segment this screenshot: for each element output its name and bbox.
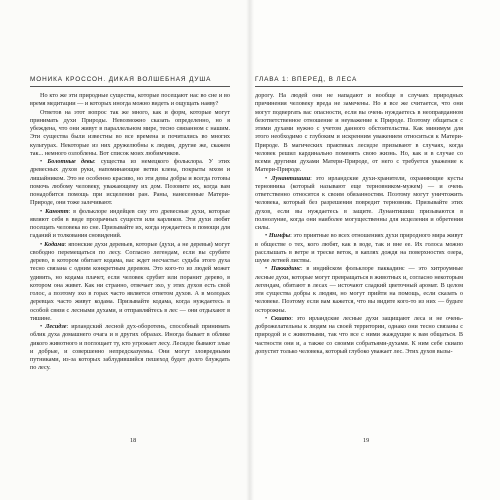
paragraph-text: : японские духи деревьев, которые (духи, а не деревья) могут свободно перемещаться по лесу. Согласно легендам, если вы срубите дерево, в котором обитает кодама, вас ждет несчастье: судьба этого духа тесно связана с одним конкретным деревом. Это кого-то из людей может удивить, но кодама плачет, если человек срубит или поранит дерево, в котором она живет. Как ни странно, отвечает эхо, у этих духов есть свой голос, а поэтому эхо в горах часто является ответом духов. А в молодых деревцах часто живут кодама. Призывайте кодама, когда нуждаетесь в особой связи с лесными духами, и отправляйтесь в лес — они отдыхают в тишине. <box>30 240 230 322</box>
left-running-header: МОНИКА КРОССОН. ДИКАЯ ВОЛШЕБНАЯ ДУША <box>30 76 212 83</box>
bullet-marker: • <box>40 323 46 330</box>
glossary-term: Болотные девы <box>47 158 94 165</box>
glossary-term: Лунантишиш <box>271 174 311 182</box>
bullet-marker: • <box>40 207 46 215</box>
glossary-term: Скиапо <box>270 314 292 322</box>
paragraph-text: : существа из немецкого фольклора. У этих древесных духов руки, напоминающие ветви клена, покрыты мхом и лишайником. Это не особенно красиво, но эти девы добры и всегда готовы помочь любому человеку, уважающему их дом. Позовите их, когда вам понадобится помощь при исцелении ран. Раны, нанесенные Матери-Природе, они тоже залечивают. <box>30 158 230 207</box>
bullet-marker: • <box>40 158 48 165</box>
right-page-number: 19 <box>363 437 370 444</box>
paragraph-text: : это приятные во всех отношениях духи природного мира живут в обществе о тех, кого любят, как в воде, так и вне ее. Их голоса можно расслышать в ветре и треске веток, в каплях дождя на поверхностях озера, шуме летней листвы. <box>255 232 463 264</box>
bullet-marker: • <box>265 174 272 182</box>
body-paragraph <box>30 92 230 109</box>
glossary-term: Паккадинс <box>271 265 301 273</box>
bullet-marker: • <box>265 232 269 240</box>
left-page-number: 18 <box>130 437 137 444</box>
left-body-text <box>30 92 230 373</box>
paragraph-text: дорогу. На людей они не нападают и вообще в случаях природных причинения человеку вреда не замечены. Но я все же считается, что они могут подвергать вас опасности, если вы очень нуждаетесь в неоправданном безответственное отношение и неуважение к Природе. Поэтому общаться с этими духами нужно с учетом данного обстоятельства. Как минимум для этого необходимо с глубоким и искренним уважением относиться к Матери-Природе. В магических практиках лесидзе призывают в случаях, когда человек решил кардинально поменять свою жизнь. Но, как и в случае со всеми другими духами Матери-Природе, от него с требуется уважение к Матери-Природе. <box>255 92 463 174</box>
book-gutter-shadow <box>246 0 254 500</box>
body-paragraph <box>255 92 463 175</box>
paragraph-text: : это ирландские лесные духи защищают леса и не очень-доброжелательны к людям на своей территории, однако они тесно связаны с природой и с животными, так что все с ними жаждущие к вам общаться. В частности они и, а также со своими собратьями-духами. К ним себе скиапо допустят только человека, который глубоко уважает лес. Этих духов вызы- <box>255 314 464 355</box>
glossary-term: Канотт <box>45 207 69 215</box>
paragraph-text: : ирландский лесной дух-оборотень, способный принимать облик духа домашнего очага и в других образах. Иногда бывает в облике дикого животного и поглощает ту, кто угрожает лесу. Лесидзе бывают злые и добрые, и совершенно непредсказуемы. Они могут зловредными путниками, из-за которых заблудившийся пешеход будет долго блуждать по лесу. <box>30 323 231 372</box>
right-body-text <box>255 92 463 356</box>
glossary-term: Нимфы <box>268 232 291 240</box>
glossary-term: Лесидзе <box>45 323 67 330</box>
body-paragraph <box>255 315 463 356</box>
paragraph-text: : это ирландские духи-хранители, охраняющие кусты терновника (который называют еще терновником-мужем) — и очень ответственно относятся к своим обязанностям. Поэтому могут уничтожить человека, который без разрешения повредит терновник. Призывайте этих духов, если вы нуждаетесь в защите. Лунантишиш призываются в полнолуние, когда они наиболее могущественны для исцеления и обретения силы. <box>255 174 463 231</box>
paragraph-text: Но кто же эти природные существа, которые посещают нас во сне и во время медитации — и которых иногда можно видеть и ощущать наяву? <box>30 92 230 108</box>
body-paragraph <box>255 232 463 265</box>
body-paragraph <box>30 158 230 208</box>
paragraph-text: Ответов на этот вопрос так же много, как и форм, которые могут принимать духи Природы. Невозможно сказать определенно, но я убеждена, что они живут в параллельном мире, тесно связанном с нашим. Эти существа были известны во все времена и почитались во многих культурах. Некоторые из них дружелюбны к людям, другие же, скажем так... немного озлоблены. Вот список моих любимчиков. <box>30 108 230 157</box>
right-running-header: ГЛАВА 1: ВПЕРЕД, В ЛЕСА <box>255 76 358 83</box>
bullet-marker: • <box>40 240 45 248</box>
left-header-rule <box>30 86 230 87</box>
body-paragraph <box>30 241 230 324</box>
body-paragraph <box>255 265 463 315</box>
paragraph-text: : в индийском фольклоре паккадинс — это хитроумные лесные духи, которые могут превращаться в животных и, согласно некоторым легендам, обитают в лесах — источают сладкий цветочный аромат. В целом эти существа добры к людям, но могут прийти на помощь, если сказать о человеке. Поэтому если вам кажется, что вы видите кого-то из них — будьте осторожны. <box>255 265 463 314</box>
bullet-marker: • <box>265 314 271 322</box>
bullet-marker: • <box>265 265 271 273</box>
right-page <box>250 0 500 500</box>
right-header-rule <box>255 86 463 87</box>
glossary-term: Кодама <box>44 240 65 248</box>
paragraph-text: : в фольклоре индейцев сиу это древесные духи, которые являют себя в виде прозрачных существ или карликов. Эти духи любят посещать человека во сне. Призывайте их, когда нуждаетесь в помощи для гаданий и толкования сновидений. <box>30 207 231 240</box>
body-paragraph <box>30 208 230 241</box>
body-paragraph <box>30 109 230 159</box>
body-paragraph <box>255 175 463 233</box>
body-paragraph <box>30 323 230 373</box>
